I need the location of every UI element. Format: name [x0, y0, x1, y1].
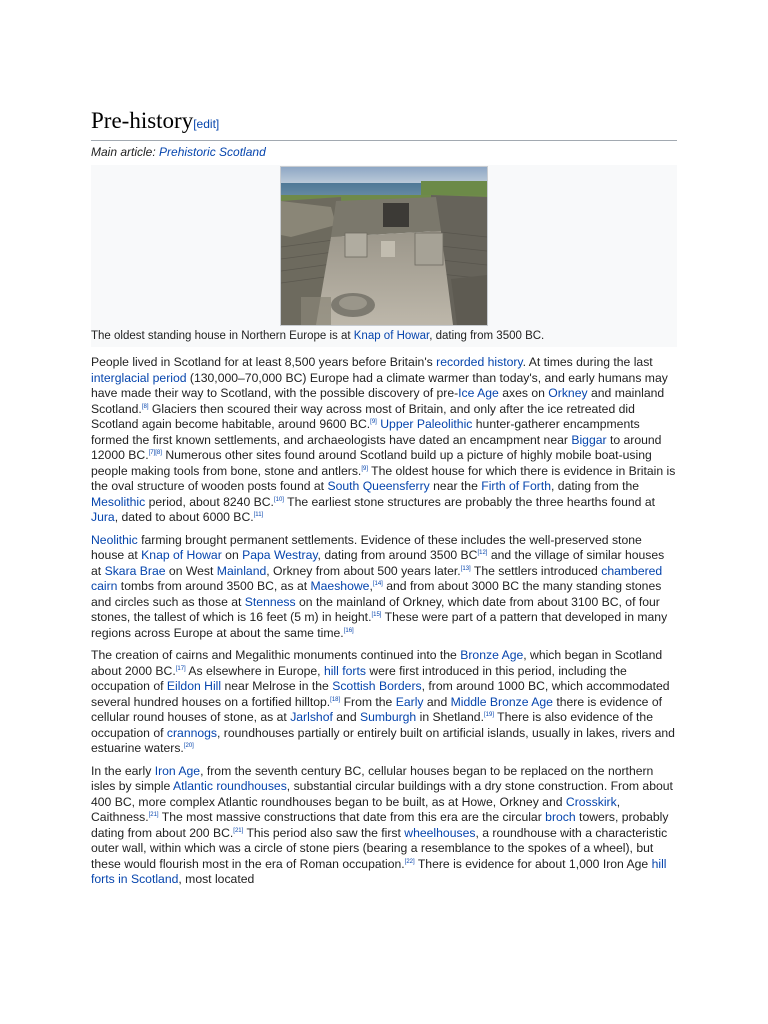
citation-ref[interactable]: [18]	[330, 696, 341, 703]
article-link[interactable]: crannogs	[166, 725, 218, 740]
article-link[interactable]: Eildon Hill	[166, 679, 222, 693]
body-text: , Orkney from about 500 years later.	[266, 563, 461, 578]
body-text: , from around 1000 BC, which accommodated several hundred houses on a fortified hilltop.	[91, 679, 670, 709]
article-link[interactable]: Early	[395, 694, 424, 709]
article-link[interactable]: Iron Age	[154, 763, 201, 778]
body-text: , dating from around 3500 BC	[317, 548, 478, 562]
body-text: period, about 8240 BC.	[145, 494, 274, 509]
article-link[interactable]: chambered cairn	[91, 563, 663, 593]
article-link[interactable]: South Queensferry	[327, 479, 430, 493]
article-section	[91, 106, 677, 895]
body-text: , substantial circular buildings with a dry stone construction. From about 400 BC, more complex Atlantic roundhouses began to be built, as at Howe, Orkney and	[91, 779, 673, 809]
article-link[interactable]: Biggar	[571, 432, 607, 447]
body-text: to around 12000 BC.	[91, 432, 662, 462]
body-text: farming brought permanent settlements. Evidence of these includes the well-preserved stone house at	[91, 532, 642, 562]
citation-ref[interactable]: [9]	[361, 465, 368, 472]
citation-ref[interactable]: [15]	[371, 611, 382, 618]
body-text: The creation of cairns and Megalithic monuments continued into the	[91, 648, 461, 662]
body-text: axes on	[498, 386, 549, 400]
body-text: there is evidence of cellular round houses of stone, as at	[91, 694, 663, 724]
body-text: and	[423, 694, 451, 709]
article-link[interactable]: Upper Paleolithic	[380, 417, 473, 431]
article-link[interactable]: Mesolithic	[91, 494, 146, 509]
section-title: Pre-history	[91, 108, 194, 133]
citation-ref[interactable]: [9]	[370, 418, 377, 425]
citation-ref[interactable]: [12]	[477, 549, 488, 556]
body-text: , dated to about 6000 BC.	[114, 510, 254, 524]
body-text: , Caithness.	[91, 794, 621, 824]
article-link[interactable]: hill forts in Scotland	[91, 856, 667, 886]
citation-ref[interactable]: [19]	[483, 711, 494, 718]
body-text: near the	[429, 479, 482, 493]
body-text: on the mainland of Orkney, which date from about 3100 BC, of four stones, the tallest of which is 16 feet (5 m) in height.	[91, 594, 660, 624]
thumbnail-figure	[91, 165, 677, 347]
article-link[interactable]: broch	[545, 810, 576, 824]
body-text: and mainland Scotland.	[91, 386, 665, 416]
article-link[interactable]: Skara Brae	[104, 563, 166, 578]
body-text: There is evidence for about 1,000 Iron Age	[414, 856, 652, 871]
body-text: and	[332, 710, 360, 724]
paragraph	[91, 648, 677, 757]
article-link[interactable]: Mainland	[216, 563, 267, 578]
stone-house-image	[281, 167, 487, 325]
citation-ref[interactable]: [17]	[175, 665, 186, 672]
body-text: , roundhouses partially or entirely built on artificial islands, usually in lakes, rivers and estuarine waters.	[91, 725, 675, 755]
body-text: , from the seventh century BC, cellular houses began to be replaced on the northern isles by simple	[91, 763, 654, 793]
citation-ref[interactable]: [13]	[460, 565, 471, 572]
body-text: This period also saw the first	[243, 825, 405, 840]
caption-prefix: The oldest standing house in Northern Europe is at	[91, 330, 354, 342]
body-text: (130,000–70,000 BC) Europe had a climate warmer than today's, and early humans may have made their way to Scotland, with the possible discovery of pre-	[91, 370, 668, 400]
body-text: on	[221, 548, 243, 562]
figure-caption	[91, 330, 544, 342]
body-text: , which began in Scotland about 2000 BC.	[91, 648, 663, 678]
article-link[interactable]: Stenness	[244, 594, 296, 609]
article-link[interactable]: Maeshowe	[310, 579, 370, 593]
article-link[interactable]: Papa Westray	[242, 548, 318, 562]
article-link[interactable]: Jura	[91, 510, 115, 524]
hatnote-prefix: Main article:	[91, 145, 160, 159]
citation-ref[interactable]: [21]	[148, 811, 159, 818]
article-body	[91, 355, 677, 888]
body-text: and from about 3000 BC the many standing stones and circles such as those at	[91, 579, 662, 609]
article-link[interactable]: Sumburgh	[359, 710, 417, 724]
body-text: , most located	[178, 872, 255, 886]
article-link[interactable]: Jarlshof	[290, 710, 333, 724]
article-link[interactable]: Middle Bronze Age	[450, 694, 553, 709]
body-text: ,	[369, 579, 373, 593]
citation-ref[interactable]: [10]	[273, 496, 284, 503]
body-text: The oldest house for which there is evidence in Britain is the oval structure of wooden posts found at	[91, 463, 676, 493]
citation-ref[interactable]: [7][8]	[148, 449, 162, 456]
citation-ref[interactable]: [16]	[343, 627, 354, 634]
article-link[interactable]: Orkney	[548, 386, 588, 400]
body-text: From the	[340, 694, 396, 709]
article-link[interactable]: Neolithic	[91, 532, 138, 547]
body-text: , dating from the	[551, 479, 640, 493]
citation-ref[interactable]: [21]	[233, 827, 244, 834]
citation-ref[interactable]: [22]	[404, 858, 415, 865]
knap-of-howar-photo[interactable]	[280, 166, 488, 326]
main-article-link[interactable]: Prehistoric Scotland	[159, 145, 266, 159]
body-text: There is also evidence of the occupation of	[91, 710, 653, 740]
paragraph	[91, 533, 677, 642]
citation-ref[interactable]: [20]	[183, 742, 194, 749]
body-text: As elsewhere in Europe,	[185, 663, 324, 678]
citation-ref[interactable]: [11]	[253, 511, 264, 518]
article-link[interactable]: Atlantic roundhouses	[172, 779, 287, 793]
body-text: near Melrose in the	[221, 679, 333, 693]
body-text: The earliest stone structures are probably the three hearths found at	[283, 494, 655, 509]
body-text: The most massive constructions that date from this era are the circular	[158, 810, 546, 824]
body-text: . At times during the last	[522, 355, 653, 369]
body-text: These were part of a pattern that developed in many regions across Europe at about the same time.	[91, 610, 668, 640]
body-text: Glaciers then scoured their way across most of Britain, and only after the ice retreated did Scotland again become habitable, around 9600 BC.	[91, 401, 635, 431]
body-text: People lived in Scotland for at least 8,500 years before Britain's	[91, 355, 437, 369]
article-link[interactable]: interglacial period	[91, 370, 187, 385]
article-link[interactable]: wheelhouses	[404, 825, 476, 840]
main-article-hatnote	[91, 145, 677, 159]
section-heading	[91, 106, 677, 141]
body-text: towers, probably dating from about 200 BC.	[91, 810, 669, 840]
edit-link[interactable]: [edit]	[193, 117, 220, 131]
article-link[interactable]: Crosskirk	[565, 794, 617, 809]
article-link[interactable]: Knap of Howar	[141, 548, 222, 562]
article-link[interactable]: Scottish Borders	[332, 679, 422, 693]
body-text: on West	[165, 563, 217, 578]
body-text: In the early	[91, 763, 155, 778]
body-text: Numerous other sites found around Scotland build up a picture of highly mobile boat-using people making tools from bone, stone and antlers.	[91, 448, 652, 478]
article-link[interactable]: Bronze Age	[460, 648, 524, 662]
article-link[interactable]: recorded history	[436, 355, 523, 369]
citation-ref[interactable]: [8]	[141, 403, 149, 410]
article-link[interactable]: hill forts	[323, 663, 366, 678]
body-text: were first introduced in this period, including the occupation of	[91, 663, 627, 693]
article-link[interactable]: Firth of Forth	[481, 479, 552, 493]
body-text: tombs from around 3500 BC, as at	[117, 579, 311, 593]
caption-link-knap-of-howar[interactable]: Knap of Howar	[353, 330, 430, 342]
citation-ref[interactable]: [14]	[372, 580, 383, 587]
body-text: hunter-gatherer encampments formed the first known settlements, and archaeologists have dated an encampment near	[91, 417, 640, 447]
article-link[interactable]: Ice Age	[458, 386, 499, 400]
paragraph	[91, 355, 677, 526]
body-text: in Shetland.	[416, 710, 484, 724]
paragraph	[91, 764, 677, 888]
body-text: and the village of similar houses at	[91, 548, 665, 578]
body-text: The settlers introduced	[470, 563, 602, 578]
body-text: , a roundhouse with a characteristic outer wall, within which was a circle of stone piers (bearing a resemblance to the spokes of a wheel), but these would flourish most in the era of Roman occupation.	[91, 825, 668, 871]
caption-suffix: , dating from 3500 BC.	[429, 330, 545, 342]
